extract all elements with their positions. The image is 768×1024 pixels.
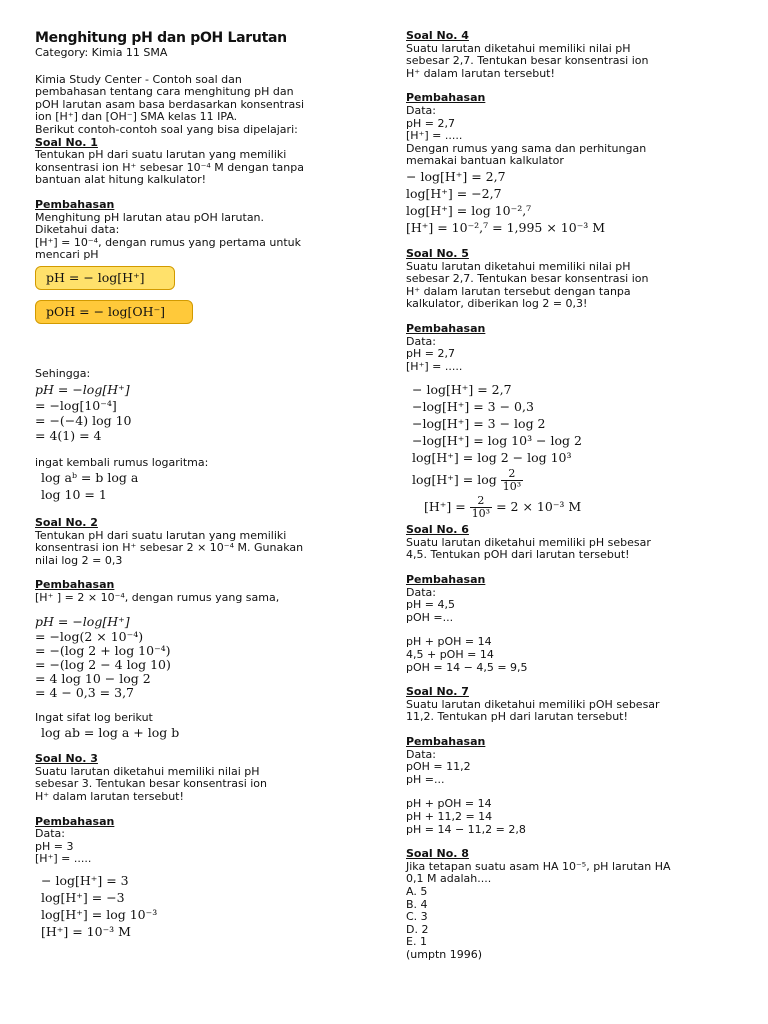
math-step: −log[H⁺] = 3 − 0,3 <box>412 399 534 415</box>
solution-heading: Pembahasan <box>35 578 115 592</box>
solution-line: mencari pH <box>35 248 99 262</box>
math-step: = 4 − 0,3 = 3,7 <box>35 684 134 700</box>
source-note: (umptn 1996) <box>406 947 483 961</box>
calc-line: pH + pOH = 14 <box>406 635 492 649</box>
math-step: = −(log 2 + log 10⁻⁴) <box>35 642 171 658</box>
solution-heading: Pembahasan <box>406 91 486 105</box>
data-line: Data: <box>406 747 436 761</box>
fraction-lhs: [H⁺] = <box>424 499 466 515</box>
data-line: Data: <box>35 827 65 841</box>
question-heading: Soal No. 3 <box>35 752 98 766</box>
math-step: = −log(2 × 10⁻⁴) <box>35 628 144 644</box>
math-step: −log[H⁺] = log 10³ − log 2 <box>412 433 582 449</box>
log-rule: log ab = log a + log b <box>41 725 180 741</box>
solution-line: Menghitung pH larutan atau pOH larutan. <box>35 210 265 224</box>
data-line: [H⁺] = ..... <box>406 129 463 143</box>
solution-heading: Pembahasan <box>406 321 486 335</box>
data-line: pH = 3 <box>35 839 74 853</box>
question-line: Tentukan pH dari suatu larutan yang memiliki <box>35 148 287 162</box>
data-line: Data: <box>406 585 436 599</box>
solution-heading: Pembahasan <box>35 197 115 211</box>
question-heading: Soal No. 2 <box>35 516 98 530</box>
fraction-denominator: 10³ <box>502 480 522 494</box>
question-6 <box>406 524 736 674</box>
solution-line: Sehingga: <box>35 366 91 380</box>
math-step: = −(−4) log 10 <box>35 412 132 428</box>
question-line: H⁺ dalam larutan tersebut dengan tanpa <box>406 284 631 298</box>
math-step: [H⁺] = 10⁻²,⁷ = 1,995 × 10⁻³ M <box>406 219 606 235</box>
intro-line: pembahasan tentang cara menghitung pH dan <box>35 85 294 99</box>
question-1 <box>35 137 365 504</box>
math-step: log[H⁺] = −3 <box>41 890 125 905</box>
question-line: sebesar 2,7. Tentukan besar konsentrasi ion <box>406 272 649 286</box>
category-label: Category: Kimia 11 SMA <box>35 46 168 59</box>
data-line: pH = 4,5 <box>406 598 455 612</box>
fraction <box>470 495 492 520</box>
calc-line: pH + 11,2 = 14 <box>406 809 493 823</box>
question-3 <box>35 753 365 940</box>
math-step: − log[H⁺] = 3 <box>41 873 129 888</box>
answer-option: A. 5 <box>406 884 428 898</box>
data-line: [H⁺] = ..... <box>406 359 463 373</box>
math-step: = −(log 2 − 4 log 10) <box>35 656 171 672</box>
data-line: Data: <box>406 103 436 117</box>
math-step: = 4 log 10 − log 2 <box>35 670 151 686</box>
intro-line: Kimia Study Center - Contoh soal dan <box>35 72 242 86</box>
fraction-rhs: = 2 × 10⁻³ M <box>496 499 582 515</box>
fraction-step <box>406 495 736 520</box>
data-line: memakai bantuan kalkulator <box>406 154 564 168</box>
math-step: pH = −log[H⁺] <box>35 381 130 397</box>
question-line: Suatu larutan diketahui memiliki nilai pH <box>406 259 631 273</box>
math-step: − log[H⁺] = 2,7 <box>412 382 512 398</box>
math-step: pH = −log[H⁺] <box>35 613 130 629</box>
question-line: 0,1 M adalah.... <box>406 872 492 886</box>
calc-line: pH = 14 − 11,2 = 2,8 <box>406 822 526 836</box>
question-heading: Soal No. 5 <box>406 246 469 260</box>
intro-line: ion [H⁺] dan [OH⁻] SMA kelas 11 IPA. <box>35 110 238 124</box>
question-4 <box>406 30 736 236</box>
intro-line: pOH larutan asam basa berdasarkan konsentrasi <box>35 97 305 111</box>
calc-line: 4,5 + pOH = 14 <box>406 648 494 662</box>
math-step: log[H⁺] = log 10⁻²,⁷ <box>406 202 532 218</box>
question-8 <box>406 848 736 961</box>
question-line: H⁺ dalam larutan tersebut! <box>406 66 555 80</box>
question-line: nilai log 2 = 0,3 <box>35 553 123 567</box>
math-step: −log[H⁺] = 3 − log 2 <box>412 416 546 432</box>
solution-line: Ingat sifat log berikut <box>35 710 153 724</box>
question-line: konsentrasi ion H⁺ sebesar 10⁻⁴ M dengan tanpa <box>35 160 304 174</box>
math-step: = −log[10⁻⁴] <box>35 397 117 413</box>
solution-line: [H⁺ ] = 2 × 10⁻⁴, dengan rumus yang sama, <box>35 591 280 605</box>
page-title: Menghitung pH dan pOH Larutan <box>35 30 287 46</box>
question-heading: Soal No. 8 <box>406 847 469 861</box>
math-step: − log[H⁺] = 2,7 <box>406 168 506 184</box>
question-line: Suatu larutan diketahui memiliki nilai pH <box>406 41 631 55</box>
solution-heading: Pembahasan <box>35 814 115 828</box>
math-step: = 4(1) = 4 <box>35 427 102 443</box>
data-line: Data: <box>406 334 436 348</box>
question-line: H⁺ dalam larutan tersebut! <box>35 790 184 804</box>
calc-line: pOH = 14 − 4,5 = 9,5 <box>406 660 528 674</box>
question-5 <box>406 248 736 520</box>
math-step: log[H⁺] = log 2 − log 10³ <box>412 450 572 466</box>
data-line: pOH = 11,2 <box>406 760 471 774</box>
question-heading: Soal No. 7 <box>406 685 469 699</box>
question-heading: Soal No. 1 <box>35 135 98 149</box>
calc-line: pH + pOH = 14 <box>406 797 492 811</box>
ph-formula-box: pH = − log[H⁺] <box>35 266 175 290</box>
question-line: 11,2. Tentukan pH dari larutan tersebut! <box>406 710 628 724</box>
question-2 <box>35 517 365 741</box>
question-line: Suatu larutan diketahui memiliki pOH sebesar <box>406 697 660 711</box>
answer-option: B. 4 <box>406 897 428 911</box>
solution-heading: Pembahasan <box>406 735 486 748</box>
answer-option: E. 1 <box>406 935 427 949</box>
data-line: pH = 2,7 <box>406 116 455 130</box>
question-line: 4,5. Tentukan pOH dari larutan tersebut! <box>406 548 630 562</box>
fraction-numerator: 2 <box>470 495 492 508</box>
intro-paragraph <box>35 74 365 137</box>
question-line: sebesar 3. Tentukan besar konsentrasi ion <box>35 777 267 791</box>
question-line: kalkulator, diberikan log 2 = 0,3! <box>406 297 588 311</box>
question-7 <box>406 686 736 836</box>
solution-line: Diketahui data: <box>35 223 120 237</box>
question-line: Suatu larutan diketahui memiliki nilai pH <box>35 764 260 778</box>
data-line: pH = 2,7 <box>406 347 455 361</box>
fraction-lhs: log[H⁺] = log <box>412 472 497 488</box>
log-rule: log aᵇ = b log a <box>41 470 139 486</box>
intro-line: Berikut contoh-contoh soal yang bisa dipelajari: <box>35 122 298 136</box>
data-line: pOH =... <box>406 610 454 624</box>
data-line: Dengan rumus yang sama dan perhitungan <box>406 141 647 155</box>
answer-option: C. 3 <box>406 910 428 924</box>
data-line: [H⁺] = ..... <box>35 852 92 866</box>
fraction <box>501 468 523 493</box>
fraction-numerator: 2 <box>501 468 523 481</box>
left-column <box>35 30 365 940</box>
solution-line: ingat kembali rumus logaritma: <box>35 455 209 469</box>
question-heading: Soal No. 4 <box>406 29 469 42</box>
fraction-step <box>406 468 736 493</box>
question-line: konsentrasi ion H⁺ sebesar 2 × 10⁻⁴ M. Gunakan <box>35 541 304 555</box>
answer-option: D. 2 <box>406 922 429 936</box>
right-column <box>406 30 736 962</box>
question-line: sebesar 2,7. Tentukan besar konsentrasi ion <box>406 54 649 68</box>
solution-heading: Pembahasan <box>406 573 486 587</box>
question-line: Jika tetapan suatu asam HA 10⁻⁵, pH larutan HA <box>406 859 671 873</box>
data-line: pH =... <box>406 772 445 786</box>
question-heading: Soal No. 6 <box>406 523 469 537</box>
question-line: Suatu larutan diketahui memiliki pH sebesar <box>406 535 651 549</box>
question-line: Tentukan pH dari suatu larutan yang memiliki <box>35 528 287 542</box>
solution-line: [H⁺] = 10⁻⁴, dengan rumus yang pertama untuk <box>35 235 301 249</box>
poh-formula-box: pOH = − log[OH⁻] <box>35 300 193 324</box>
math-step: log[H⁺] = log 10⁻³ <box>41 907 158 922</box>
fraction-denominator: 10³ <box>471 507 491 521</box>
math-step: log[H⁺] = −2,7 <box>406 185 502 201</box>
question-line: bantuan alat hitung kalkulator! <box>35 173 207 187</box>
math-step: [H⁺] = 10⁻³ M <box>41 924 131 939</box>
log-rule: log 10 = 1 <box>41 487 107 503</box>
